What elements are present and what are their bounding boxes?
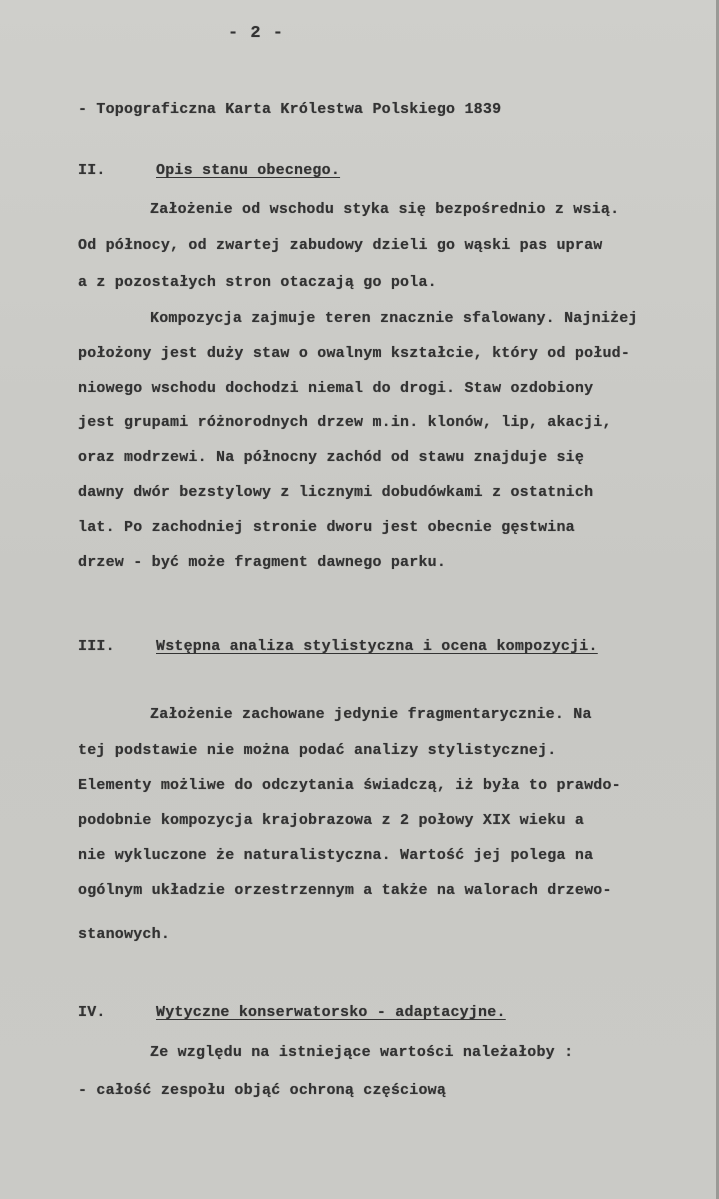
section-2-p2-line-8: drzew - być może fragment dawnego parku.	[78, 554, 447, 571]
section-2-title: Opis stanu obecnego.	[156, 162, 341, 179]
section-2-heading	[78, 162, 340, 179]
source-reference: - Topograficzna Karta Królestwa Polskiego 1839	[78, 101, 502, 118]
page-number: - 2 -	[228, 24, 285, 43]
section-4-number: IV.	[78, 1004, 106, 1021]
section-3-p1-line-4: podobnie kompozycja krajobrazowa z 2 połowy XIX wieku a	[78, 812, 585, 829]
section-4-heading	[78, 1004, 506, 1021]
section-4-p1-line-2: - całość zespołu objąć ochroną częściową	[78, 1082, 447, 1099]
section-2-p2-line-1: Kompozycja zajmuje teren znacznie sfalowany. Najniżej	[150, 310, 638, 327]
section-2-p2-line-6: dawny dwór bezstylowy z licznymi dobudówkami z ostatnich	[78, 484, 594, 501]
section-2-p2-line-3: niowego wschodu dochodzi niemal do drogi. Staw ozdobiony	[78, 380, 594, 397]
section-3-p1-line-1: Założenie zachowane jedynie fragmentarycznie. Na	[150, 706, 592, 723]
section-2-p1-line-2: Od północy, od zwartej zabudowy dzieli go wąski pas upraw	[78, 237, 603, 254]
section-2-p2-line-7: lat. Po zachodniej stronie dworu jest obecnie gęstwina	[78, 519, 575, 536]
section-3-number: III.	[78, 638, 115, 655]
section-3-p1-line-5: nie wykluczone że naturalistyczna. Wartość jej polega na	[78, 847, 594, 864]
section-2-number: II.	[78, 162, 106, 179]
section-3-heading	[78, 638, 598, 655]
section-2-p2-line-4: jest grupami różnorodnych drzew m.in. klonów, lip, akacji,	[78, 414, 612, 431]
section-2-p2-line-5: oraz modrzewi. Na północny zachód od stawu znajduje się	[78, 449, 585, 466]
section-3-p1-line-7: stanowych.	[78, 926, 171, 943]
section-4-p1-line-1: Ze względu na istniejące wartości należałoby :	[150, 1044, 574, 1061]
section-3-p1-line-6: ogólnym układzie orzestrzennym a także na walorach drzewo-	[78, 882, 612, 899]
section-4-title: Wytyczne konserwatorsko - adaptacyjne.	[156, 1004, 506, 1021]
section-2-p1-line-3: a z pozostałych stron otaczają go pola.	[78, 274, 437, 291]
section-3-p1-line-3: Elementy możliwe do odczytania świadczą, iż była to prawdo-	[78, 777, 621, 794]
section-3-p1-line-2: tej podstawie nie można podać analizy stylistycznej.	[78, 742, 557, 759]
section-3-title: Wstępna analiza stylistyczna i ocena kompozycji.	[156, 638, 598, 655]
section-2-p1-line-1: Założenie od wschodu styka się bezpośrednio z wsią.	[150, 201, 620, 218]
section-2-p2-line-2: położony jest duży staw o owalnym kształcie, który od połud-	[78, 345, 631, 362]
